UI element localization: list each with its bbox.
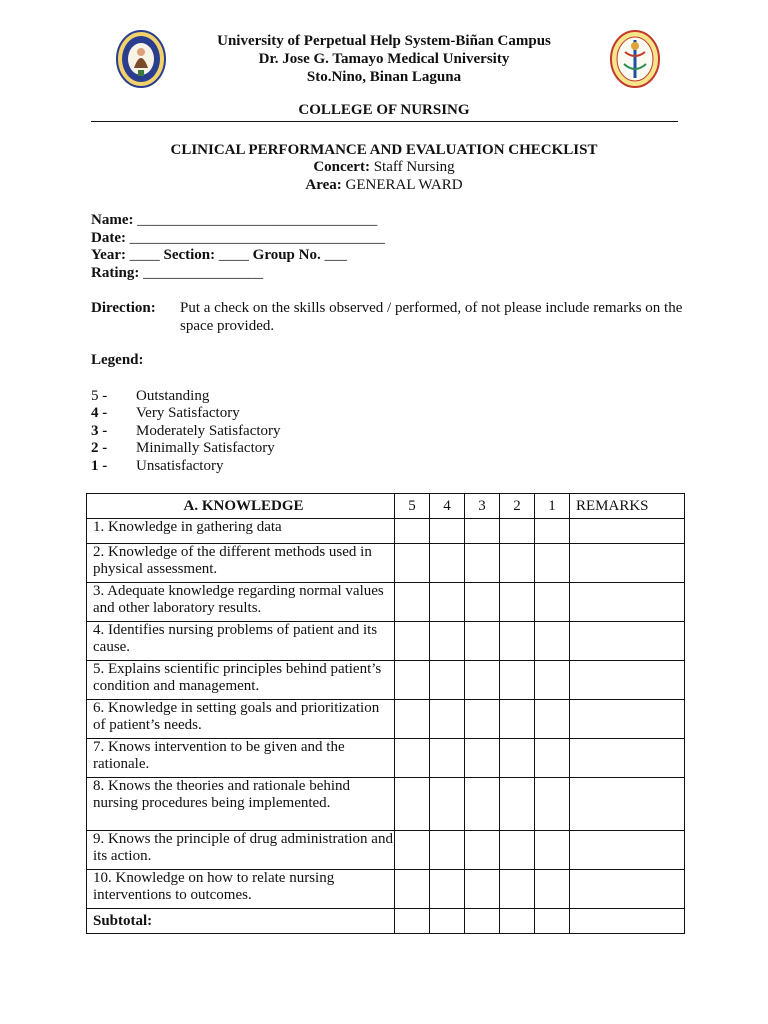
score-cell[interactable] xyxy=(535,739,570,778)
rating-field[interactable] xyxy=(91,265,263,283)
score-cell[interactable] xyxy=(395,583,430,622)
checklist-title: CLINICAL PERFORMANCE AND EVALUATION CHECKLIST xyxy=(170,142,598,158)
section-title: A. KNOWLEDGE xyxy=(87,494,395,519)
table-row xyxy=(87,622,685,661)
legend-text: Moderately Satisfactory xyxy=(136,423,281,439)
score-header: 2 xyxy=(500,494,535,519)
criterion-text: 8. Knows the theories and rationale behind nursing procedures being implemented. xyxy=(87,778,395,831)
header-divider xyxy=(91,121,678,122)
remarks-cell[interactable] xyxy=(570,544,685,583)
name-label: Name: xyxy=(91,212,134,228)
score-cell[interactable] xyxy=(500,622,535,661)
concert-value: Staff Nursing xyxy=(373,159,455,175)
legend-text: Outstanding xyxy=(136,388,210,404)
remarks-header: REMARKS xyxy=(570,494,685,519)
area-value: GENERAL WARD xyxy=(345,177,463,193)
score-cell[interactable] xyxy=(535,870,570,909)
table-row xyxy=(87,544,685,583)
score-cell[interactable] xyxy=(395,544,430,583)
score-cell[interactable] xyxy=(535,661,570,700)
legend-num: 2 - xyxy=(91,440,108,456)
score-cell[interactable] xyxy=(465,622,500,661)
score-cell[interactable] xyxy=(535,909,570,934)
score-cell[interactable] xyxy=(535,700,570,739)
remarks-cell[interactable] xyxy=(570,870,685,909)
score-cell[interactable] xyxy=(500,909,535,934)
score-cell[interactable] xyxy=(500,661,535,700)
criterion-text: 2. Knowledge of the different methods used in physical assessment. xyxy=(87,544,395,583)
score-cell[interactable] xyxy=(430,519,465,544)
table-row xyxy=(87,661,685,700)
criterion-text: 3. Adequate knowledge regarding normal values and other laboratory results. xyxy=(87,583,395,622)
group-blank[interactable]: ___ xyxy=(324,247,347,263)
table-row xyxy=(87,583,685,622)
score-cell[interactable] xyxy=(535,583,570,622)
section-blank[interactable]: ____ xyxy=(218,247,249,263)
score-cell[interactable] xyxy=(430,622,465,661)
criterion-text: 10. Knowledge on how to relate nursing interventions to outcomes. xyxy=(87,870,395,909)
criterion-text: 9. Knows the principle of drug administration and its action. xyxy=(87,831,395,870)
concert-line xyxy=(0,159,768,176)
score-cell[interactable] xyxy=(430,739,465,778)
score-cell[interactable] xyxy=(465,870,500,909)
legend-title: Legend: xyxy=(91,352,144,368)
score-cell[interactable] xyxy=(500,700,535,739)
score-cell[interactable] xyxy=(465,739,500,778)
table-row xyxy=(87,831,685,870)
score-cell[interactable] xyxy=(465,661,500,700)
criterion-text: 1. Knowledge in gathering data xyxy=(87,519,395,544)
score-cell[interactable] xyxy=(395,519,430,544)
score-cell[interactable] xyxy=(500,544,535,583)
score-cell[interactable] xyxy=(430,778,465,831)
score-cell[interactable] xyxy=(465,583,500,622)
group-label: Group No. xyxy=(252,247,321,263)
date-blank[interactable]: __________________________________ xyxy=(129,230,385,246)
subtotal-label: Subtotal: xyxy=(87,909,395,934)
table-row xyxy=(87,519,685,544)
remarks-cell[interactable] xyxy=(570,583,685,622)
remarks-cell[interactable] xyxy=(570,622,685,661)
date-field[interactable] xyxy=(91,230,385,248)
table-header-row xyxy=(87,494,685,519)
table-row xyxy=(87,739,685,778)
legend-num: 3 - xyxy=(91,423,108,439)
remarks-cell[interactable] xyxy=(570,519,685,544)
score-cell[interactable] xyxy=(500,519,535,544)
score-cell[interactable] xyxy=(535,622,570,661)
score-header: 1 xyxy=(535,494,570,519)
score-header: 5 xyxy=(395,494,430,519)
medical-university-name: Dr. Jose G. Tamayo Medical University xyxy=(258,51,510,67)
score-cell[interactable] xyxy=(395,739,430,778)
direction-label: Direction: xyxy=(91,300,156,316)
score-cell[interactable] xyxy=(395,778,430,831)
legend-num: 5 - xyxy=(91,388,108,404)
score-cell[interactable] xyxy=(465,544,500,583)
score-cell[interactable] xyxy=(430,831,465,870)
score-cell[interactable] xyxy=(465,700,500,739)
score-cell[interactable] xyxy=(500,831,535,870)
score-cell[interactable] xyxy=(395,909,430,934)
date-label: Date: xyxy=(91,230,126,246)
section-label: Section: xyxy=(163,247,216,263)
table-row xyxy=(87,700,685,739)
score-cell[interactable] xyxy=(500,778,535,831)
year-label: Year: xyxy=(91,247,126,263)
year-blank[interactable]: ____ xyxy=(129,247,160,263)
rating-label: Rating: xyxy=(91,265,140,281)
institution-address: Sto.Nino, Binan Laguna xyxy=(306,69,462,85)
year-section-group-field xyxy=(91,247,347,265)
score-cell[interactable] xyxy=(430,544,465,583)
score-cell[interactable] xyxy=(465,778,500,831)
name-blank[interactable]: ________________________________ xyxy=(137,212,378,228)
score-cell[interactable] xyxy=(395,661,430,700)
remarks-cell[interactable] xyxy=(570,831,685,870)
legend-text: Minimally Satisfactory xyxy=(136,440,275,456)
knowledge-checklist-table xyxy=(86,493,685,934)
score-cell[interactable] xyxy=(430,661,465,700)
score-cell[interactable] xyxy=(395,700,430,739)
remarks-cell[interactable] xyxy=(570,700,685,739)
score-header: 3 xyxy=(465,494,500,519)
score-cell[interactable] xyxy=(465,519,500,544)
legend-text: Unsatisfactory xyxy=(136,458,224,474)
name-field[interactable] xyxy=(91,212,377,230)
legend-num: 1 - xyxy=(91,458,108,474)
score-cell[interactable] xyxy=(395,622,430,661)
table-row xyxy=(87,778,685,831)
score-cell[interactable] xyxy=(535,519,570,544)
direction-text: Put a check on the skills observed / performed, of not please include remarks on the space provided. xyxy=(180,300,683,334)
score-cell[interactable] xyxy=(465,831,500,870)
score-cell[interactable] xyxy=(395,870,430,909)
score-cell[interactable] xyxy=(430,870,465,909)
remarks-cell[interactable] xyxy=(570,661,685,700)
remarks-cell[interactable] xyxy=(570,778,685,831)
institution-name: University of Perpetual Help System-Biñan Campus xyxy=(217,33,551,49)
criterion-text: 6. Knowledge in setting goals and prioritization of patient’s needs. xyxy=(87,700,395,739)
criterion-text: 4. Identifies nursing problems of patient and its cause. xyxy=(87,622,395,661)
area-label: Area: xyxy=(305,177,342,193)
area-line xyxy=(0,177,768,194)
college-name: COLLEGE OF NURSING xyxy=(298,102,470,118)
concert-label: Concert: xyxy=(313,159,370,175)
rating-blank[interactable]: ________________ xyxy=(143,265,264,281)
legend-num: 4 - xyxy=(91,405,108,421)
score-cell[interactable] xyxy=(500,583,535,622)
score-cell[interactable] xyxy=(500,870,535,909)
legend-text: Very Satisfactory xyxy=(136,405,240,421)
remarks-cell[interactable] xyxy=(570,909,685,934)
score-cell[interactable] xyxy=(535,778,570,831)
score-cell[interactable] xyxy=(535,831,570,870)
score-cell[interactable] xyxy=(500,739,535,778)
table-row xyxy=(87,870,685,909)
criterion-text: 5. Explains scientific principles behind patient’s condition and management. xyxy=(87,661,395,700)
score-cell[interactable] xyxy=(430,909,465,934)
score-header: 4 xyxy=(430,494,465,519)
subtotal-row xyxy=(87,909,685,934)
score-cell[interactable] xyxy=(395,831,430,870)
score-cell[interactable] xyxy=(465,909,500,934)
score-cell[interactable] xyxy=(535,544,570,583)
criterion-text: 7. Knows intervention to be given and the rationale. xyxy=(87,739,395,778)
score-cell[interactable] xyxy=(430,583,465,622)
remarks-cell[interactable] xyxy=(570,739,685,778)
score-cell[interactable] xyxy=(430,700,465,739)
